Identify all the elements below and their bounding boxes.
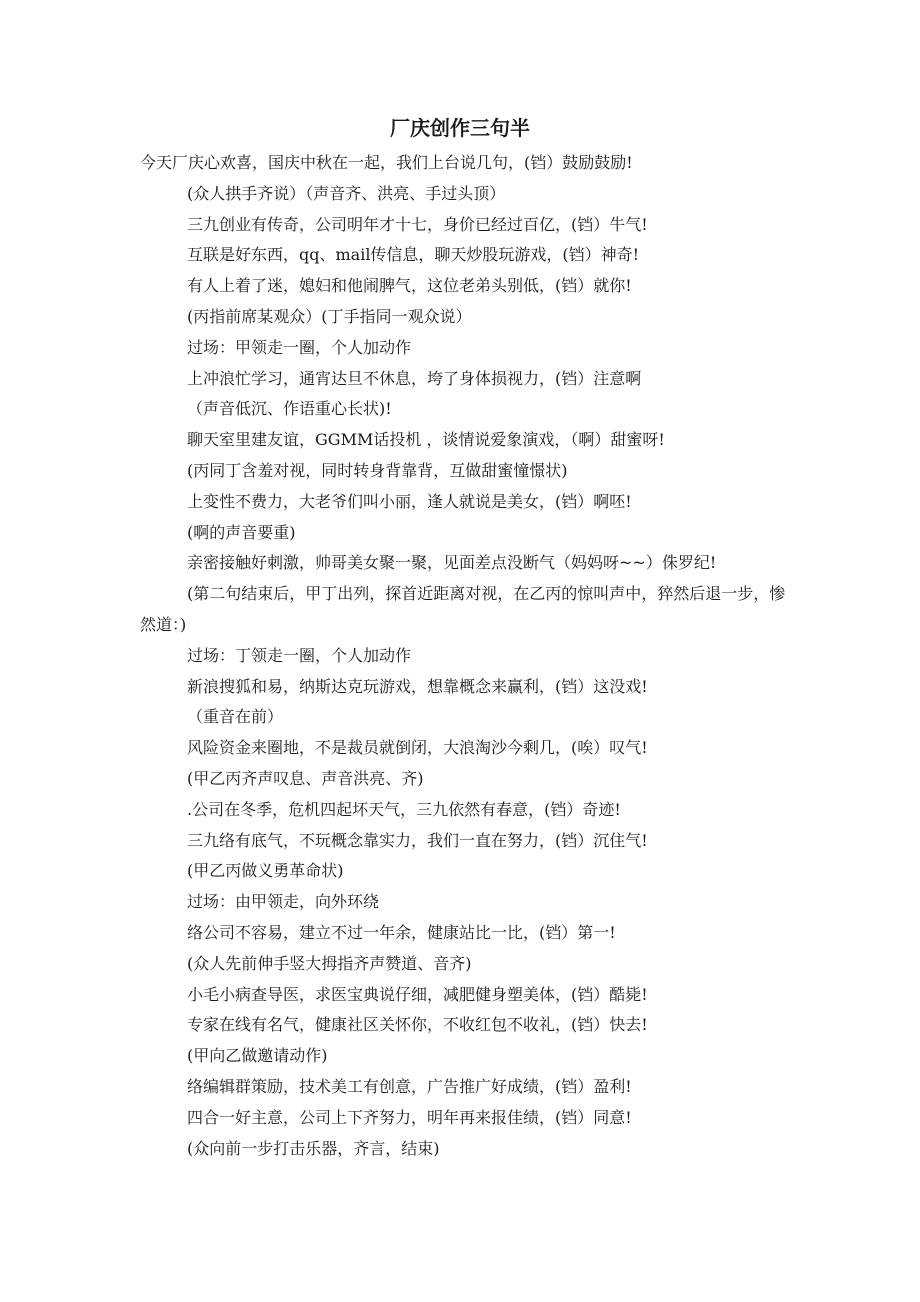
stage-direction: (甲乙丙齐声叹息、声音洪亮、齐) — [187, 768, 424, 788]
text-line: 上变性不费力，大老爷们叫小丽，逢人就说是美女，(铛）啊呸! — [187, 491, 632, 511]
text-line: 今天厂庆心欢喜，国庆中秋在一起，我们上台说几句，(铛）鼓励鼓励! — [140, 153, 633, 172]
stage-direction: (众人先前伸手竖大拇指齐声赞道、音齐) — [187, 953, 472, 973]
text-line: 亲密接触好刺激，帅哥美女聚一聚，见面差点没断气（妈妈呀~~）侏罗纪! — [187, 553, 717, 573]
stage-direction: (丙同丁含羞对视，同时转身背靠背，互做甜蜜憧憬状) — [187, 460, 568, 480]
stage-direction: (众人拱手齐说）（声音齐、洪亮、手过头顶） — [187, 183, 506, 203]
text-line: 三九创业有传奇，公司明年才十七，身价已经过百亿，(铛）牛气! — [187, 214, 648, 234]
stage-direction: （声音低沉、作语重心长状)! — [187, 399, 392, 419]
stage-direction: （重音在前） — [187, 707, 284, 727]
stage-direction: (众向前一步打击乐器，齐言，结束) — [187, 1138, 440, 1158]
stage-direction: (丙指前席某观众）(丁手指同一观众说） — [187, 306, 472, 326]
text-line: 聊天室里建友谊，GGMM话投机 ，谈情说爱象演戏，（啊）甜蜜呀! — [187, 430, 665, 450]
interlude-line: 过场：甲领走一圈，个人加动作 — [187, 337, 412, 357]
text-line: 小毛小病查导医，求医宝典说仔细，减肥健身塑美体，(铛）酷毙! — [187, 984, 648, 1004]
stage-direction: (甲乙丙做义勇革命状) — [187, 861, 344, 881]
text-line: 上冲浪忙学习，通宵达旦不休息，垮了身体损视力，(铛）注意啊 — [187, 368, 642, 388]
text-line: 四合一好主意，公司上下齐努力，明年再来报佳绩，(铛）同意! — [187, 1107, 632, 1127]
interlude-line: 过场：丁领走一圈，个人加动作 — [187, 645, 412, 665]
text-line: 风险资金来圈地，不是裁员就倒闭，大浪淘沙今剩几，(唉）叹气! — [187, 738, 648, 758]
stage-direction: (啊的声音要重) — [187, 522, 296, 542]
interlude-line: 过场：由甲领走，向外环绕 — [187, 892, 380, 912]
stage-direction: (甲向乙做邀请动作) — [187, 1046, 328, 1066]
text-line: 专家在线有名气，健康社区关怀你，不收红包不收礼，(铛）快去! — [187, 1015, 648, 1035]
text-line: 络公司不容易，建立不过一年余，健康站比一比，(铛）第一! — [187, 922, 616, 942]
text-line: .公司在冬季，危机四起坏天气，三九依然有春意，(铛）奇迹! — [187, 799, 621, 819]
text-line: 三九络有底气，不玩概念靠实力，我们一直在努力，(铛）沉住气! — [187, 830, 648, 850]
text-line: 有人上着了迷，媳妇和他闹脾气，这位老弟头别低，(铛）就你! — [187, 276, 632, 296]
document-title: 厂庆创作三句半 — [390, 116, 530, 140]
stage-direction: (第二句结束后，甲丁出列，探首近距离对视，在乙丙的惊叫声中，猝然后退一步，惨然道：) — [140, 584, 786, 634]
text-line: 新浪搜狐和易，纳斯达克玩游戏，想靠概念来赢利，(铛）这没戏! — [187, 676, 648, 696]
document-body — [140, 148, 800, 1164]
text-line: 互联是好东西，qq、mail传信息，聊天炒股玩游戏，(铛）神奇! — [187, 245, 640, 265]
text-line: 络编辑群策励，技术美工有创意，广告推广好成绩，(铛）盈利! — [187, 1076, 632, 1096]
